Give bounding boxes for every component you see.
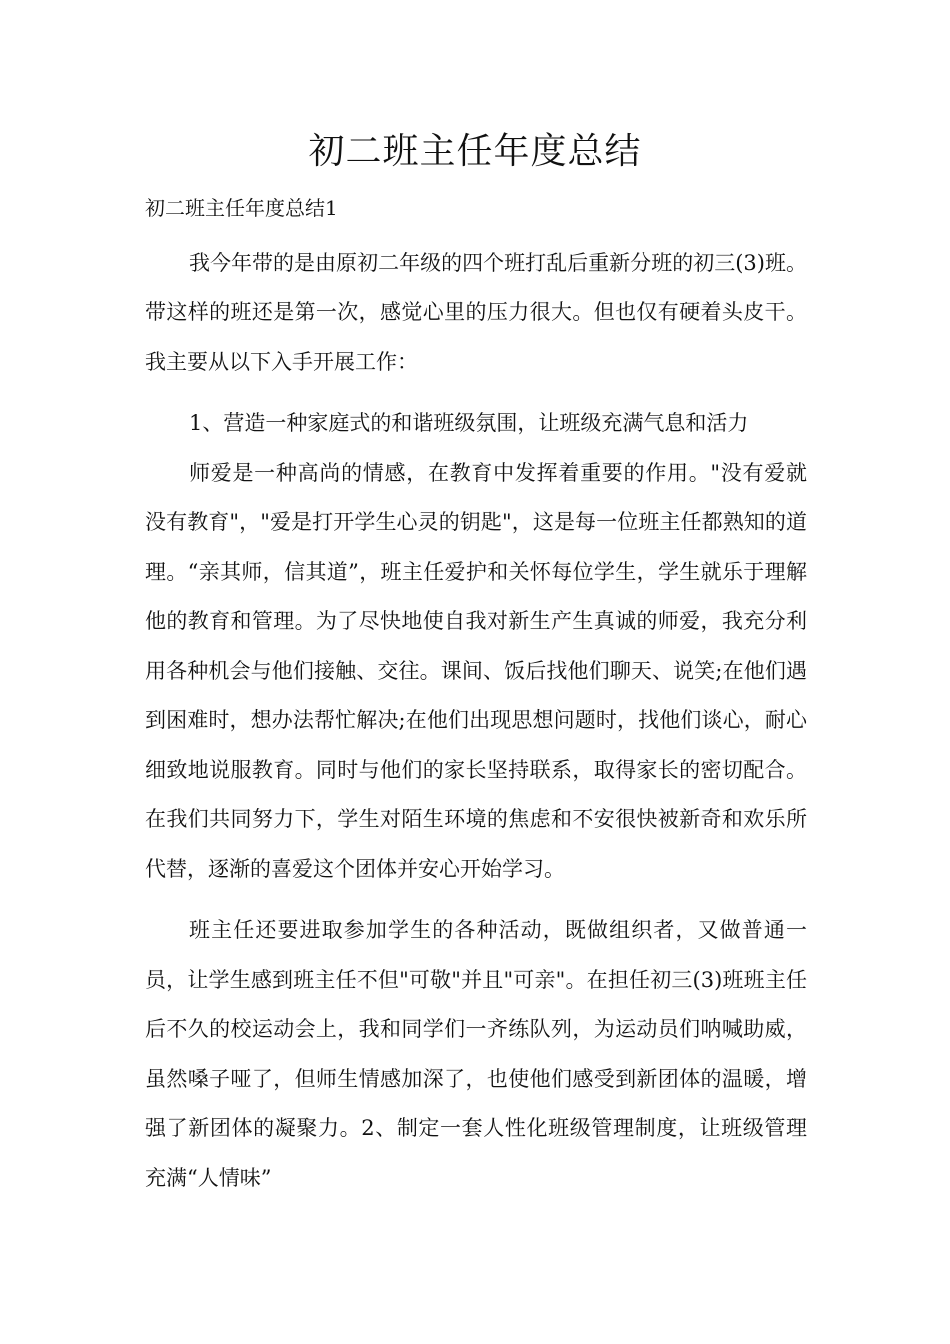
paragraph-activities: 班主任还要进取参加学生的各种活动，既做组织者，又做普通一员，让学生感到班主任不但"可敬"并且"可亲"。在担任初三(3)班班主任后不久的校运动会上，我和同学们一齐练队列，为运动员们呐喊助威，虽然嗓子哑了，但师生情感加深了，也使他们感受到新团体的温暖，增强了新团体的凝聚力。2、制定一套人性化班级管理制度，让班级管理充满“人情味” [145, 918, 807, 1190]
paragraph-teacher-love: 师爱是一种高尚的情感，在教育中发挥着重要的作用。"没有爱就没有教育"，"爱是打开学生心灵的钥匙"，这是每一位班主任都熟知的道理。“亲其师，信其道”，班主任爱护和关怀每位学生，学生就乐于理解他的教育和管理。为了尽快地使自我对新生产生真诚的师爱，我充分利用各种机会与他们接触、交往。课间、饭后找他们聊天、说笑;在他们遇到困难时，想办法帮忙解决;在他们出现思想问题时，找他们谈心，耐心细致地说服教育。同时与他们的家长坚持联系，取得家长的密切配合。在我们共同努力下，学生对陌生环境的焦虑和不安很快被新奇和欢乐所代替，逐渐的喜爱这个团体并安心开始学习。 [145, 460, 807, 881]
section-heading: 初二班主任年度总结1 [145, 196, 338, 220]
document-title: 初二班主任年度总结 [308, 131, 642, 172]
paragraph-point-1: 1、营造一种家庭式的和谐班级氛围，让班级充满气息和活力 [189, 411, 749, 435]
paragraph-intro: 我今年带的是由原初二年级的四个班打乱后重新分班的初三(3)班。带这样的班还是第一次，感觉心里的压力很大。但也仅有硬着头皮干。我主要从以下入手开展工作： [145, 250, 807, 374]
document-body [145, 184, 807, 1215]
